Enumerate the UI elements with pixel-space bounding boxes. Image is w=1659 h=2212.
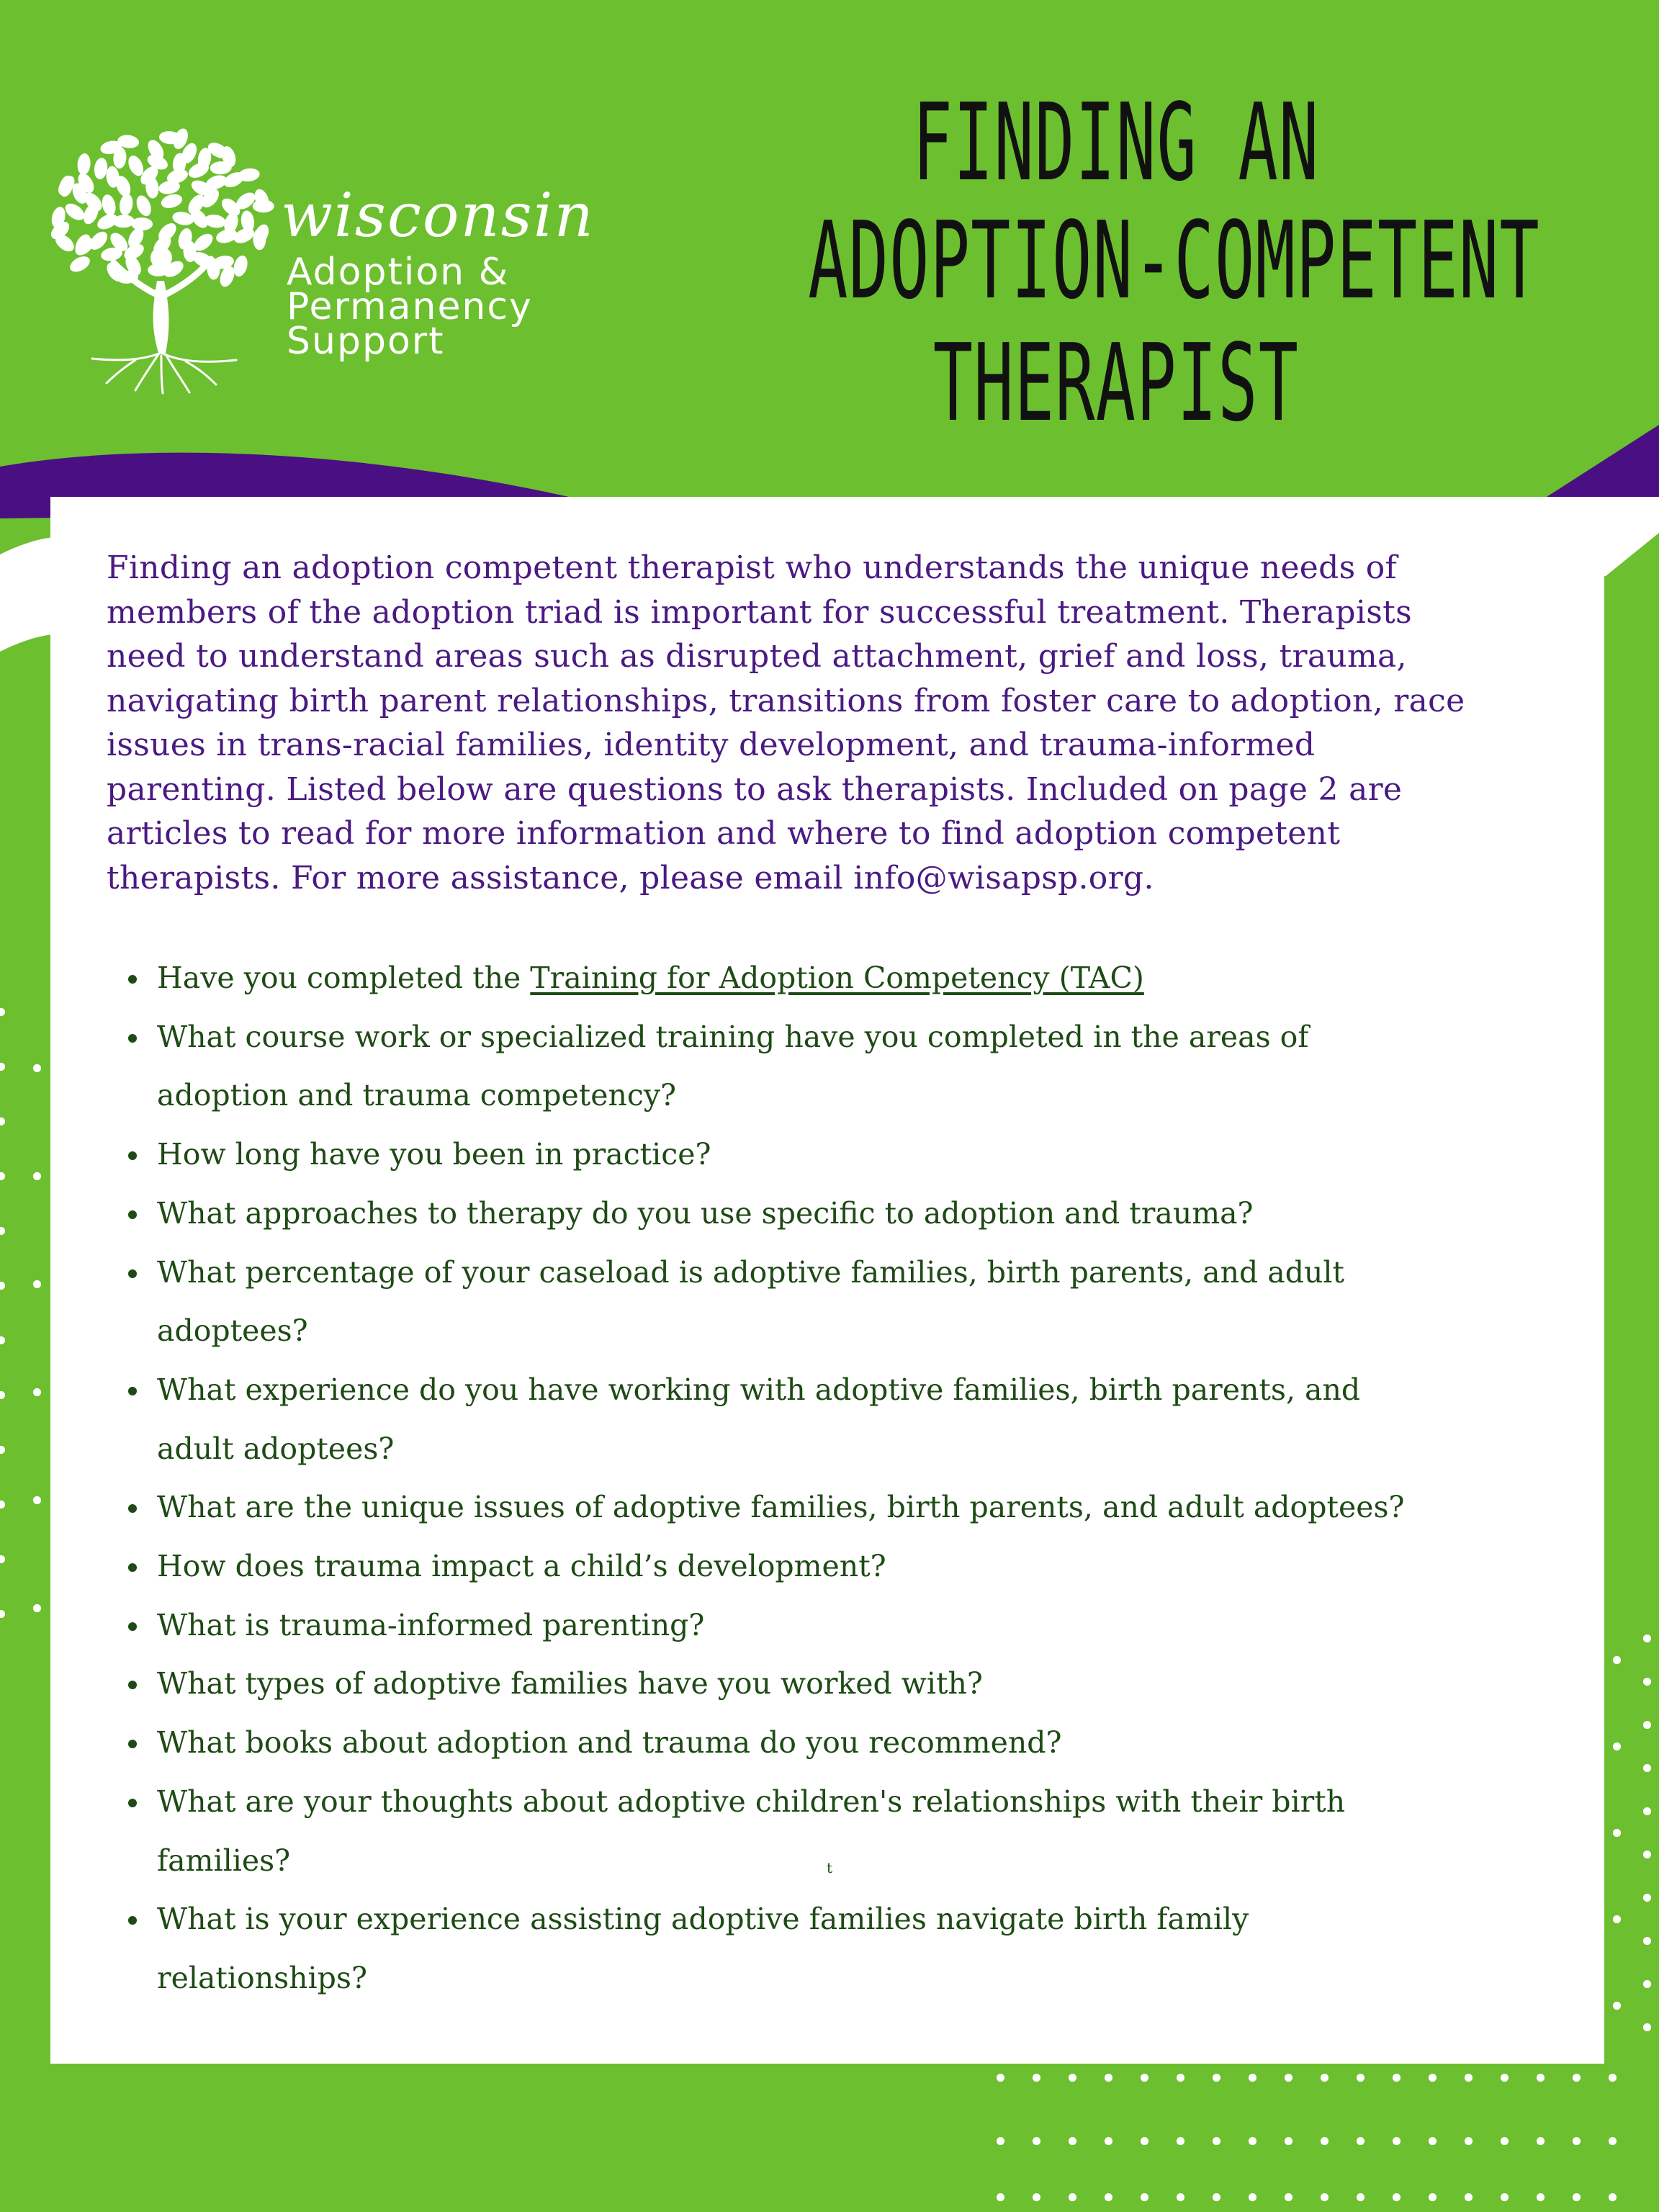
dot-shape — [1643, 1678, 1651, 1686]
list-item — [128, 1537, 1554, 1596]
dot-shape — [1249, 2074, 1256, 2082]
dot-shape — [1537, 2137, 1545, 2145]
title-line-1: FINDING AN — [912, 81, 1320, 204]
dot-shape — [1609, 2074, 1617, 2082]
bullet-icon — [128, 1210, 137, 1219]
leaf-shape — [253, 228, 266, 250]
list-item — [128, 1008, 1554, 1125]
dot-shape — [1465, 2074, 1473, 2082]
question-text: adoption and trauma competency? — [157, 1078, 677, 1113]
leaf-shape — [62, 200, 87, 223]
question-text: How does trauma impact a child’s development? — [157, 1549, 886, 1584]
dot-shape — [1321, 2193, 1328, 2201]
questions-list — [128, 949, 1554, 2008]
dot-shape — [997, 2193, 1004, 2201]
dot-shape — [1357, 2137, 1364, 2145]
dot-shape — [1393, 2074, 1401, 2082]
dot-shape — [1643, 1635, 1651, 1642]
dot-shape — [1643, 1764, 1651, 1772]
dot-shape — [1613, 1829, 1621, 1837]
question-text: What approaches to therapy do you use specific to adoption and trauma? — [157, 1195, 1254, 1231]
question-text: families? — [157, 1843, 291, 1878]
bullet-icon — [128, 1504, 137, 1513]
dot-shape — [1609, 2193, 1617, 2201]
bullet-icon — [128, 1622, 137, 1631]
question-text: What is trauma-informed parenting? — [157, 1607, 705, 1642]
dot-shape — [1105, 2137, 1112, 2145]
question-text — [157, 949, 1554, 1008]
dot-shape — [33, 1064, 41, 1072]
dot-shape — [1609, 2137, 1617, 2145]
dot-shape — [1357, 2193, 1364, 2201]
question-text: What course work or specialized training have you completed in the areas of — [157, 1019, 1309, 1054]
question-text: What types of adoptive families have you worked with? — [157, 1666, 983, 1701]
dot-shape — [1033, 2137, 1040, 2145]
dot-shape — [1613, 1915, 1621, 1923]
dot-shape — [1177, 2074, 1184, 2082]
dot-shape — [1643, 1894, 1651, 1902]
dot-shape — [1069, 2137, 1076, 2145]
dot-shape — [1321, 2074, 1328, 2082]
dot-shape — [1643, 2023, 1651, 2031]
dot-shape — [1213, 2137, 1220, 2145]
question-text: What percentage of your caseload is adoptive families, birth parents, and adult — [157, 1254, 1344, 1290]
dot-shape — [1141, 2137, 1148, 2145]
dot-shape — [1643, 1980, 1651, 1988]
dot-shape — [1429, 2137, 1437, 2145]
dot-shape — [1465, 2137, 1473, 2145]
dot-shape — [1613, 1656, 1621, 1664]
intro-line: Finding an adoption competent therapist who understands the unique needs of — [107, 549, 1398, 586]
dot-shape — [1501, 2074, 1509, 2082]
list-item — [128, 949, 1554, 1008]
dot-shape — [1537, 2193, 1545, 2201]
stray-mark: t — [827, 1859, 833, 1876]
intro-line: therapists. For more assistance, please email info@wisapsp.org. — [107, 859, 1154, 896]
leaf-shape — [131, 217, 153, 231]
leaf-shape — [76, 153, 91, 175]
dot-shape — [1429, 2193, 1437, 2201]
question-text: adoptees? — [157, 1313, 308, 1349]
leaf-shape — [93, 157, 109, 180]
question-text: relationships? — [157, 1960, 367, 1995]
question-prefix: Have you completed the — [157, 961, 531, 995]
dot-shape — [1465, 2193, 1473, 2201]
dot-shape — [1141, 2074, 1148, 2082]
question-text: How long have you been in practice? — [157, 1137, 711, 1172]
leaf-shape — [204, 213, 227, 229]
bullet-icon — [128, 1269, 137, 1278]
dot-shape — [33, 1172, 41, 1180]
list-item — [128, 1244, 1554, 1361]
list-item — [128, 1596, 1554, 1655]
list-item — [128, 1655, 1554, 1714]
dot-shape — [1429, 2074, 1437, 2082]
bullet-icon — [128, 1916, 137, 1925]
bullet-icon — [128, 975, 137, 984]
brand-line-1: Adoption & — [287, 251, 510, 294]
bullet-icon — [128, 1151, 137, 1160]
dot-shape — [1501, 2137, 1509, 2145]
brand-script-name: wisconsin — [281, 180, 595, 251]
bullet-icon — [128, 1034, 137, 1043]
bullet-icon — [128, 1563, 137, 1572]
dot-shape — [1069, 2193, 1076, 2201]
intro-line: need to understand areas such as disrupted attachment, grief and loss, trauma, — [107, 638, 1407, 675]
title-line-2: ADOPTION-COMPETENT — [808, 199, 1540, 323]
question-text: What books about adoption and trauma do you recommend? — [157, 1725, 1062, 1761]
dot-shape — [1537, 2074, 1545, 2082]
dot-shape — [1105, 2074, 1112, 2082]
dot-shape — [1177, 2193, 1184, 2201]
dot-shape — [1573, 2074, 1581, 2082]
dot-shape — [1321, 2137, 1328, 2145]
list-item — [128, 1890, 1554, 2008]
dot-shape — [1033, 2074, 1040, 2082]
leaf-shape — [253, 199, 274, 212]
dot-shape — [1501, 2193, 1509, 2201]
dot-shape — [1141, 2193, 1148, 2201]
title-line-3: THERAPIST — [932, 321, 1300, 445]
dot-shape — [1285, 2137, 1292, 2145]
leaf-shape — [160, 192, 184, 211]
intro-line: articles to read for more information and where to find adoption competent — [107, 815, 1341, 852]
dot-shape — [1357, 2074, 1364, 2082]
dot-shape — [33, 1388, 41, 1396]
dot-shape — [1177, 2137, 1184, 2145]
dot-shape — [33, 1280, 41, 1288]
list-item — [128, 1361, 1554, 1478]
bullet-icon — [128, 1387, 137, 1395]
leaf-shape — [100, 193, 117, 217]
dot-shape — [1285, 2074, 1292, 2082]
dot-shape — [1613, 1743, 1621, 1750]
intro-line: navigating birth parent relationships, transitions from foster care to adoption, race — [107, 682, 1465, 719]
question-text: adult adoptees? — [157, 1431, 395, 1466]
dot-shape — [1573, 2193, 1581, 2201]
bullet-icon — [128, 1681, 137, 1689]
intro-line: issues in trans-racial families, identity development, and trauma-informed — [107, 727, 1316, 763]
dot-shape — [997, 2137, 1004, 2145]
dot-shape — [1393, 2193, 1401, 2201]
brand-line-2: Permanency — [287, 285, 533, 328]
list-item — [128, 1478, 1554, 1537]
dot-shape — [1393, 2137, 1401, 2145]
dot-shape — [1249, 2193, 1256, 2201]
dot-shape — [1033, 2193, 1040, 2201]
tac-training-link[interactable]: Training for Adoption Competency (TAC) — [530, 961, 1144, 995]
dot-shape — [1643, 1851, 1651, 1858]
bullet-icon — [128, 1799, 137, 1807]
dot-shape — [997, 2074, 1004, 2082]
intro-line: parenting. Listed below are questions to ask therapists. Included on page 2 are — [107, 770, 1403, 808]
dot-shape — [1069, 2074, 1076, 2082]
question-text: What is your experience assisting adoptive families navigate birth family — [157, 1902, 1249, 1937]
intro-paragraph — [107, 546, 1590, 900]
brand-line-3: Support — [287, 320, 445, 363]
dot-shape — [1285, 2193, 1292, 2201]
question-text: What are your thoughts about adoptive children's relationships with their birth — [157, 1784, 1346, 1819]
intro-line: members of the adoption triad is important for successful treatment. Therapists — [107, 593, 1413, 631]
question-text: What experience do you have working with adoptive families, birth parents, and — [157, 1372, 1361, 1407]
list-item — [128, 1125, 1554, 1184]
list-item — [128, 1773, 1554, 1890]
dot-shape — [33, 1496, 41, 1504]
dot-shape — [1213, 2193, 1220, 2201]
list-item — [128, 1184, 1554, 1244]
dot-shape — [1643, 1937, 1651, 1945]
dot-shape — [1643, 1721, 1651, 1729]
dot-shape — [1213, 2074, 1220, 2082]
leaf-shape — [68, 253, 93, 275]
dot-shape — [1613, 2002, 1621, 2010]
dot-shape — [1643, 1807, 1651, 1815]
dot-shape — [1573, 2137, 1581, 2145]
dot-shape — [1249, 2137, 1256, 2145]
list-item — [128, 1714, 1554, 1773]
tree-icon — [35, 108, 279, 396]
dot-shape — [1105, 2193, 1112, 2201]
question-text: What are the unique issues of adoptive families, birth parents, and adult adoptees? — [157, 1490, 1405, 1525]
bullet-icon — [128, 1740, 137, 1748]
dot-shape — [33, 1604, 41, 1612]
